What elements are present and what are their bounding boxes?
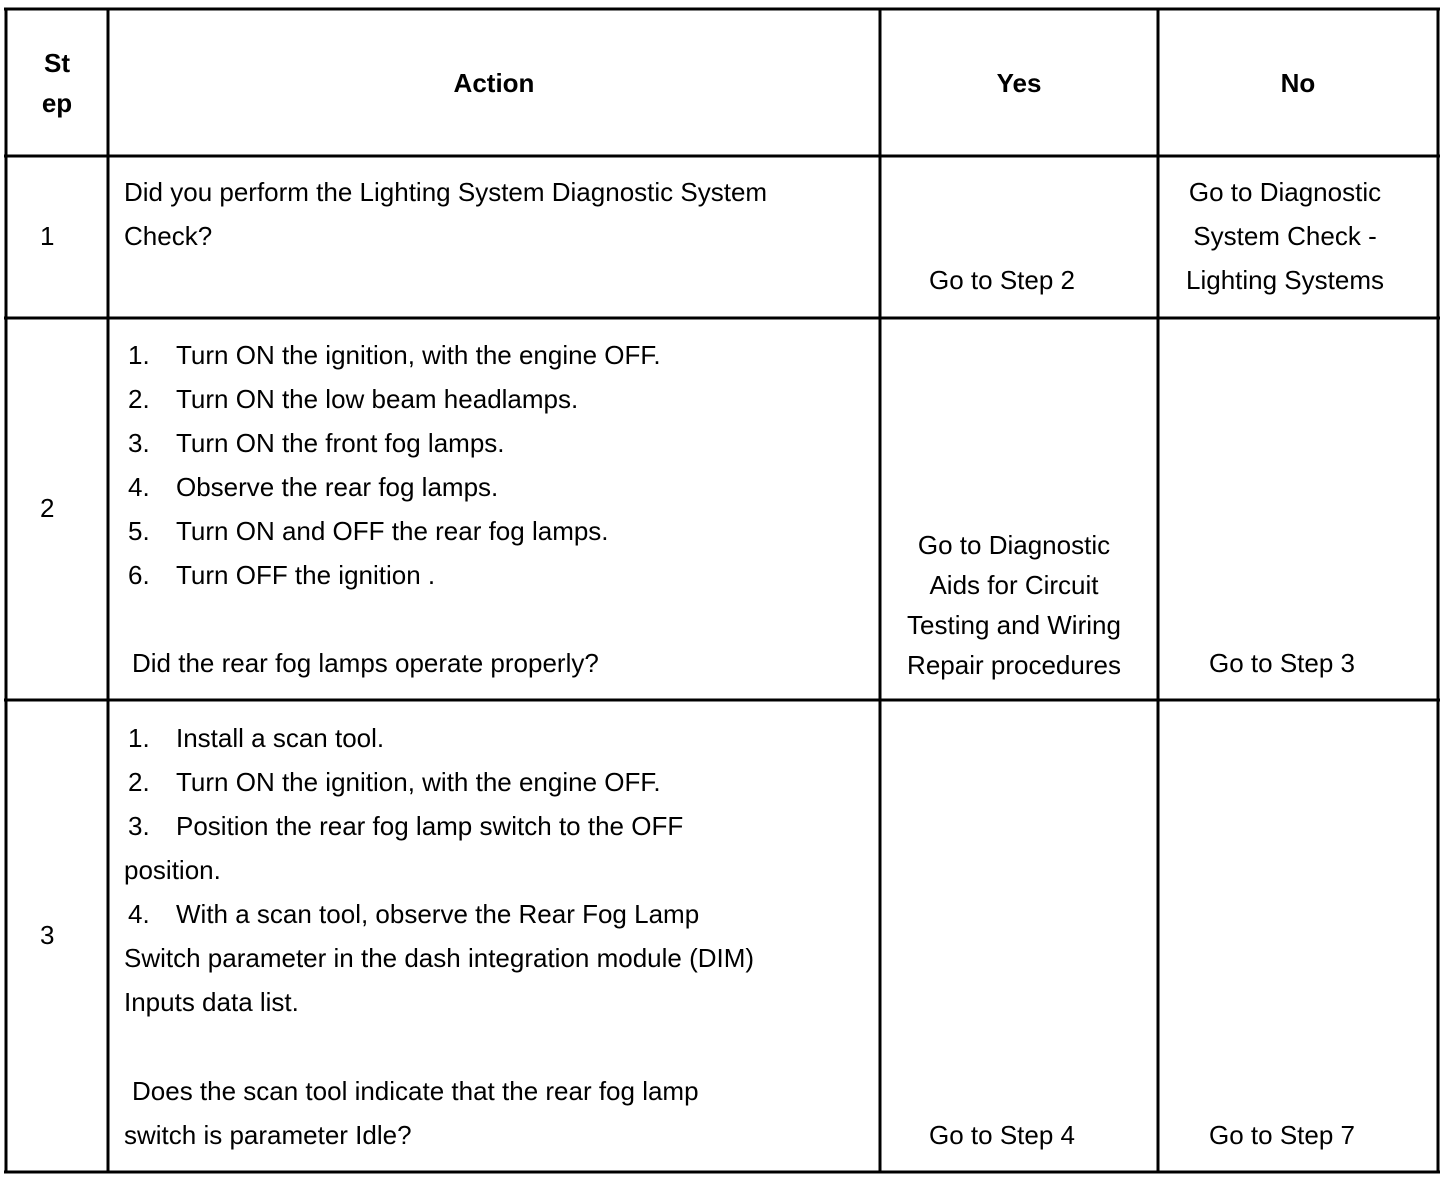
list-item: 4. Observe the rear fog lamps. <box>128 472 499 502</box>
row3-question-line2: switch is parameter Idle? <box>124 1120 412 1150</box>
row2-yes-line2: Aids for Circuit <box>929 570 1099 600</box>
row1-action-line2: Check? <box>124 221 213 251</box>
list-item-continuation: Inputs data list. <box>124 987 299 1017</box>
row3-yes: Go to Step 4 <box>929 1120 1075 1150</box>
row2-yes-line3: Testing and Wiring <box>907 610 1121 640</box>
list-item: 1. Install a scan tool. <box>128 723 385 753</box>
row1-no-line1: Go to Diagnostic <box>1188 177 1382 207</box>
header-step: St ep <box>41 47 73 118</box>
list-item-continuation: position. <box>124 855 221 885</box>
row1-yes: Go to Step 2 <box>929 265 1075 295</box>
row2-yes-line1: Go to Diagnostic <box>917 530 1111 560</box>
list-item-continuation: Switch parameter in the dash integration module (DIM) <box>124 943 755 973</box>
row3-no: Go to Step 7 <box>1209 1120 1355 1150</box>
row1-no <box>1160 170 1410 302</box>
row2-steps-list <box>124 333 864 597</box>
row2-yes-line4: Repair procedures <box>907 650 1121 680</box>
row1-no-line3: Lighting Systems <box>1186 265 1384 295</box>
row1-step: 1 <box>40 221 55 251</box>
row1-action-line1: Did you perform the Lighting System Diagnostic System <box>124 177 768 207</box>
list-item: 2. Turn ON the ignition, with the engine OFF. <box>128 767 661 797</box>
row2-step: 2 <box>40 493 55 523</box>
list-item: 2. Turn ON the low beam headlamps. <box>128 384 579 414</box>
row3-step: 3 <box>40 920 55 950</box>
list-item: 4. With a scan tool, observe the Rear Fog Lamp <box>128 899 700 929</box>
header-yes: Yes <box>996 67 1042 98</box>
row3-question-line1: Does the scan tool indicate that the rear fog lamp <box>132 1076 699 1106</box>
row3-steps-list <box>124 716 864 1024</box>
list-item: 6. Turn OFF the ignition . <box>128 560 436 590</box>
row1-no-line2: System Check - <box>1193 221 1377 251</box>
list-item: 1. Turn ON the ignition, with the engine OFF. <box>128 340 661 370</box>
list-item: 3. Position the rear fog lamp switch to the OFF <box>128 811 684 841</box>
header-action: Action <box>453 67 535 98</box>
row2-question: Did the rear fog lamps operate properly? <box>132 648 599 678</box>
row2-no: Go to Step 3 <box>1209 648 1355 678</box>
header-no: No <box>1280 67 1316 98</box>
list-item: 5. Turn ON and OFF the rear fog lamps. <box>128 516 609 546</box>
row2-yes <box>882 525 1146 685</box>
list-item: 3. Turn ON the front fog lamps. <box>128 428 505 458</box>
